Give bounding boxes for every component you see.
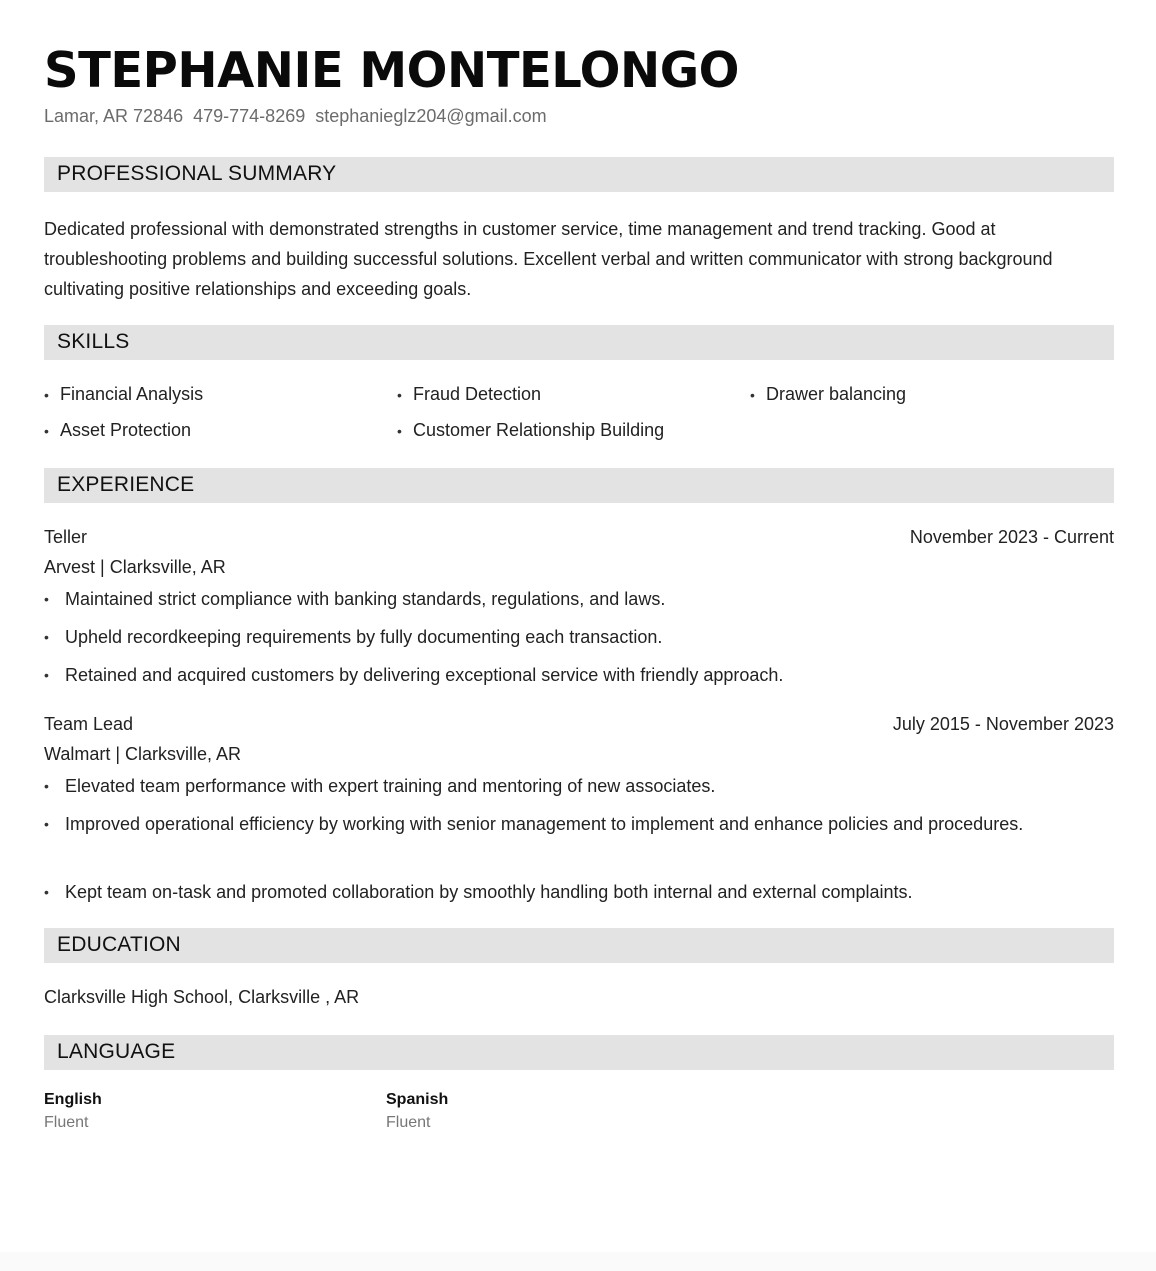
bullet-icon: •: [44, 423, 49, 439]
bullet-icon: •: [44, 629, 49, 645]
section-title: EDUCATION: [57, 933, 181, 956]
job-role: Teller: [44, 527, 88, 547]
bullet-icon: •: [44, 387, 49, 403]
job-bullet: • Kept team on-task and promoted collaboration by smoothly handling both internal and external complaints.: [44, 877, 1114, 907]
bullet-icon: •: [750, 387, 755, 403]
bullet-icon: •: [397, 423, 402, 439]
summary-text: Dedicated professional with demonstrated strengths in customer service, time management and trend tracking. Good at troubleshooting problems and building successful solutions. Excellent verbal and written communicator with strong background cultivating positive relationships and exceeding goals.: [44, 219, 1053, 299]
job-bullet: • Improved operational efficiency by working with senior management to implement and enhance policies and procedures.: [44, 809, 1034, 839]
section-header-language: [44, 1035, 1114, 1070]
section-header-skills: [44, 325, 1114, 360]
skill-item: • Asset Protection: [44, 420, 192, 440]
bullet-icon: •: [397, 387, 402, 403]
language-name: English: [44, 1091, 102, 1108]
section-title: EXPERIENCE: [57, 473, 195, 496]
job-bullet: • Elevated team performance with expert training and mentoring of new associates.: [44, 771, 1114, 801]
section-header-summary: [44, 157, 1114, 192]
job-bullet: • Retained and acquired customers by delivering exceptional service with friendly approach.: [44, 660, 1114, 690]
job-dates: July 2015 - November 2023: [892, 714, 1114, 734]
job-dates: November 2023 - Current: [909, 527, 1114, 547]
education-entry: Clarksville High School, Clarksville , AR: [44, 987, 360, 1007]
contact-line: [44, 106, 547, 127]
section-title: SKILLS: [57, 330, 130, 353]
candidate-name: STEPHANIE MONTELONGO: [44, 42, 739, 99]
contact-email: stephanieglz204@gmail.com: [315, 106, 547, 126]
job-bullet: • Upheld recordkeeping requirements by fully documenting each transaction.: [44, 622, 1114, 652]
bullet-icon: •: [44, 816, 49, 832]
bullet-icon: •: [44, 884, 49, 900]
section-header-education: [44, 928, 1114, 963]
skill-item: • Customer Relationship Building: [397, 420, 665, 440]
section-header-experience: [44, 468, 1114, 503]
section-title: PROFESSIONAL SUMMARY: [57, 162, 337, 185]
language-name: Spanish: [386, 1091, 449, 1108]
page-bottom-margin: [0, 1252, 1156, 1271]
language-level: Fluent: [386, 1114, 431, 1131]
bullet-icon: •: [44, 591, 49, 607]
skill-item: • Fraud Detection: [397, 384, 542, 404]
job-company: Arvest | Clarksville, AR: [44, 557, 226, 577]
contact-address: Lamar, AR 72846: [44, 106, 184, 126]
job-company: Walmart | Clarksville, AR: [44, 744, 242, 764]
skill-item: • Financial Analysis: [44, 384, 204, 404]
contact-phone: 479-774-8269: [193, 106, 306, 126]
bullet-icon: •: [44, 667, 49, 683]
skill-item: • Drawer balancing: [750, 384, 907, 404]
section-title: LANGUAGE: [57, 1040, 176, 1063]
job-role: Team Lead: [44, 714, 134, 734]
bullet-icon: •: [44, 778, 49, 794]
job-bullet: • Maintained strict compliance with banking standards, regulations, and laws.: [44, 584, 1114, 614]
language-level: Fluent: [44, 1114, 89, 1131]
